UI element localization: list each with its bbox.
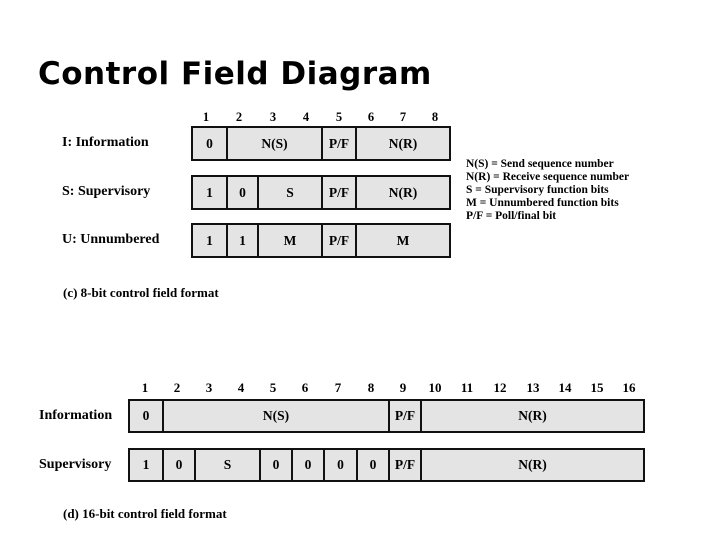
field-ns: N(S) <box>226 128 321 159</box>
field-nr: N(R) <box>420 450 643 480</box>
field-bit: 1 <box>226 225 257 256</box>
legend-item: N(S) = Send sequence number <box>466 158 614 170</box>
bit-number: 8 <box>431 110 439 124</box>
caption-8bit: (c) 8-bit control field format <box>63 285 219 300</box>
field-pf: P/F <box>321 225 355 256</box>
bit-number: 1 <box>141 380 149 395</box>
bit-number: 9 <box>399 380 407 395</box>
field-bit: 0 <box>291 450 323 480</box>
bit-number: 5 <box>269 380 277 395</box>
row-label-information: I: Information <box>62 135 149 150</box>
field-bit: 0 <box>259 450 291 480</box>
frame-supervisory-16bit <box>128 448 645 482</box>
bit-number: 7 <box>334 380 342 395</box>
legend <box>466 158 629 223</box>
field-pf: P/F <box>388 401 420 431</box>
frame-information-16bit <box>128 399 645 433</box>
bit-number: 10 <box>428 380 442 395</box>
field-nr: N(R) <box>355 128 449 159</box>
bit-number: 1 <box>202 110 210 124</box>
field-bit: 0 <box>162 450 194 480</box>
bit-number: 7 <box>399 110 407 124</box>
row-label-information: Information <box>39 408 113 423</box>
bit-number: 16 <box>622 380 636 395</box>
bit-number: 3 <box>269 110 277 124</box>
field-m: M <box>355 225 449 256</box>
bit-number: 14 <box>558 380 572 395</box>
row-label-supervisory: Supervisory <box>39 457 112 472</box>
frame-supervisory-8bit <box>191 175 451 210</box>
bit-number: 11 <box>460 380 474 395</box>
field-bit: 0 <box>226 177 257 208</box>
field-nr: N(R) <box>420 401 643 431</box>
bit-number: 2 <box>173 380 181 395</box>
field-m: M <box>257 225 321 256</box>
field-pf: P/F <box>321 128 355 159</box>
bit-number: 5 <box>335 110 343 124</box>
field-bit: 1 <box>206 184 213 200</box>
caption-16bit: (d) 16-bit control field format <box>63 506 227 521</box>
legend-item: P/F = Poll/final bit <box>466 210 557 222</box>
field-pf: P/F <box>388 450 420 480</box>
field-nr: N(R) <box>355 177 449 208</box>
field-s: S <box>257 177 321 208</box>
field-s: S <box>194 450 259 480</box>
bit-number: 6 <box>301 380 309 395</box>
row-label-supervisory: S: Supervisory <box>62 184 151 199</box>
legend-item: M = Unnumbered function bits <box>466 197 619 209</box>
field-pf: P/F <box>321 177 355 208</box>
bit-number: 2 <box>235 110 243 124</box>
bit-number: 4 <box>302 110 310 124</box>
page-title: Control Field Diagram <box>38 56 432 92</box>
field-bit: 0 <box>323 450 356 480</box>
frame-information-8bit <box>191 126 451 161</box>
legend-item: S = Supervisory function bits <box>466 184 609 196</box>
bit-number: 15 <box>590 380 604 395</box>
field-ns: N(S) <box>162 401 388 431</box>
legend-item: N(R) = Receive sequence number <box>466 171 630 183</box>
field-bit: 0 <box>356 450 388 480</box>
field-bit: 0 <box>206 135 213 151</box>
bit-number: 4 <box>237 380 245 395</box>
bit-number: 3 <box>205 380 213 395</box>
bit-number: 13 <box>526 380 540 395</box>
row-label-unnumbered: U: Unnumbered <box>62 232 160 247</box>
field-bit: 1 <box>206 232 213 248</box>
field-bit: 0 <box>142 408 150 423</box>
field-bit: 1 <box>142 457 150 472</box>
bit-number: 12 <box>493 380 507 395</box>
frame-unnumbered-8bit <box>191 223 451 258</box>
bit-number: 6 <box>367 110 375 124</box>
bit-number: 8 <box>367 380 375 395</box>
